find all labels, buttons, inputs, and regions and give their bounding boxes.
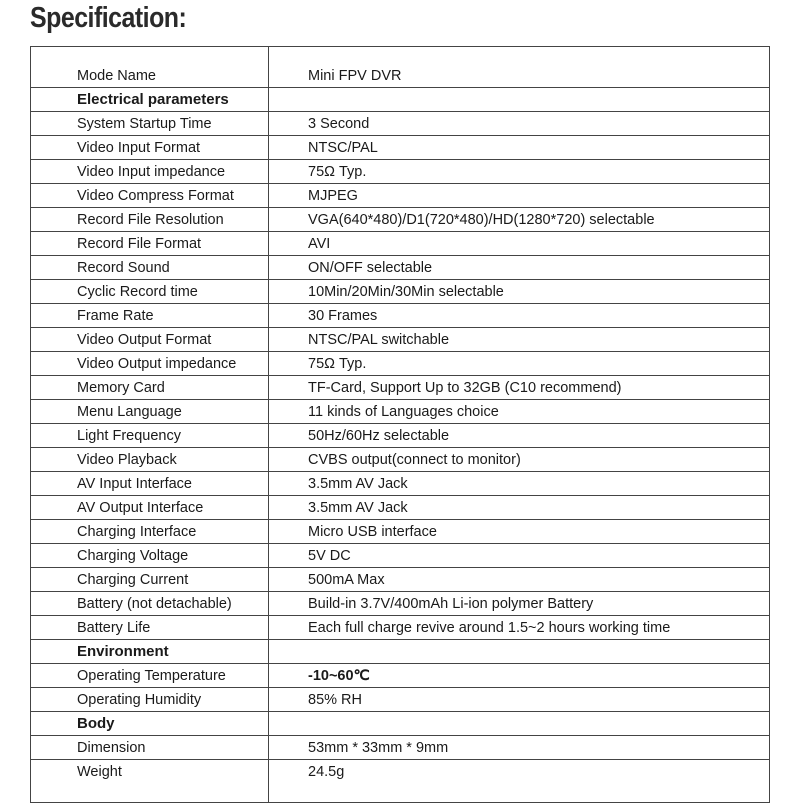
section-header-row [31,712,770,736]
spec-value: 75Ω Typ. [269,352,770,376]
section-title: Electrical parameters [31,88,269,112]
spec-row [31,184,770,208]
spec-label: Video Input impedance [31,160,269,184]
spec-label: Battery Life [31,616,269,640]
spec-value: 85% RH [269,688,770,712]
spec-value: 24.5g [269,760,770,803]
spec-value: Mini FPV DVR [269,47,770,88]
spec-label: Mode Name [31,47,269,88]
spec-label: AV Input Interface [31,472,269,496]
section-empty-cell [269,712,770,736]
spec-value: Each full charge revive around 1.5~2 hours working time [269,616,770,640]
spec-value: 11 kinds of Languages choice [269,400,770,424]
spec-value: TF-Card, Support Up to 32GB (C10 recommend) [269,376,770,400]
specification-table-body [31,47,770,803]
section-header-row [31,640,770,664]
spec-row [31,664,770,688]
spec-value: 5V DC [269,544,770,568]
spec-value: MJPEG [269,184,770,208]
spec-value: AVI [269,232,770,256]
spec-label: Video Compress Format [31,184,269,208]
spec-value: NTSC/PAL switchable [269,328,770,352]
section-header-row [31,88,770,112]
spec-row [31,448,770,472]
spec-label: Battery (not detachable) [31,592,269,616]
spec-label: System Startup Time [31,112,269,136]
spec-row [31,688,770,712]
spec-row [31,232,770,256]
spec-row [31,616,770,640]
spec-value: 3 Second [269,112,770,136]
spec-label: Record Sound [31,256,269,280]
spec-value: Build-in 3.7V/400mAh Li-ion polymer Battery [269,592,770,616]
section-title: Body [31,712,269,736]
spec-row [31,256,770,280]
spec-label: Light Frequency [31,424,269,448]
spec-row [31,376,770,400]
spec-label: Cyclic Record time [31,280,269,304]
spec-label: Video Output impedance [31,352,269,376]
spec-value: ON/OFF selectable [269,256,770,280]
spec-row [31,568,770,592]
spec-value: NTSC/PAL [269,136,770,160]
spec-label: Memory Card [31,376,269,400]
spec-value: 75Ω Typ. [269,160,770,184]
spec-value: CVBS output(connect to monitor) [269,448,770,472]
spec-value: 500mA Max [269,568,770,592]
section-title: Environment [31,640,269,664]
spec-row [31,424,770,448]
spec-label: AV Output Interface [31,496,269,520]
spec-row [31,280,770,304]
spec-value: 50Hz/60Hz selectable [269,424,770,448]
section-empty-cell [269,640,770,664]
spec-label: Operating Humidity [31,688,269,712]
spec-label: Menu Language [31,400,269,424]
spec-row [31,304,770,328]
spec-label: Charging Interface [31,520,269,544]
spec-value: 53mm * 33mm * 9mm [269,736,770,760]
spec-row [31,136,770,160]
spec-row [31,760,770,803]
spec-row [31,112,770,136]
spec-row [31,208,770,232]
spec-row [31,520,770,544]
spec-label: Record File Format [31,232,269,256]
spec-label: Charging Current [31,568,269,592]
spec-label: Record File Resolution [31,208,269,232]
spec-label: Weight [31,760,269,803]
spec-row [31,352,770,376]
spec-label: Video Input Format [31,136,269,160]
specification-table [30,46,770,803]
page-title: Specification: [30,2,187,34]
spec-value: 3.5mm AV Jack [269,472,770,496]
spec-row [31,47,770,88]
spec-label: Dimension [31,736,269,760]
spec-value: -10~60℃ [269,664,770,688]
spec-label: Video Output Format [31,328,269,352]
spec-row [31,160,770,184]
spec-row [31,328,770,352]
spec-row [31,592,770,616]
section-empty-cell [269,88,770,112]
spec-value: VGA(640*480)/D1(720*480)/HD(1280*720) selectable [269,208,770,232]
spec-label: Operating Temperature [31,664,269,688]
spec-label: Frame Rate [31,304,269,328]
spec-value: Micro USB interface [269,520,770,544]
spec-value: 3.5mm AV Jack [269,496,770,520]
spec-row [31,544,770,568]
spec-value: 10Min/20Min/30Min selectable [269,280,770,304]
spec-row [31,496,770,520]
spec-row [31,736,770,760]
spec-row [31,472,770,496]
spec-row [31,400,770,424]
spec-value: 30 Frames [269,304,770,328]
spec-label: Charging Voltage [31,544,269,568]
spec-label: Video Playback [31,448,269,472]
